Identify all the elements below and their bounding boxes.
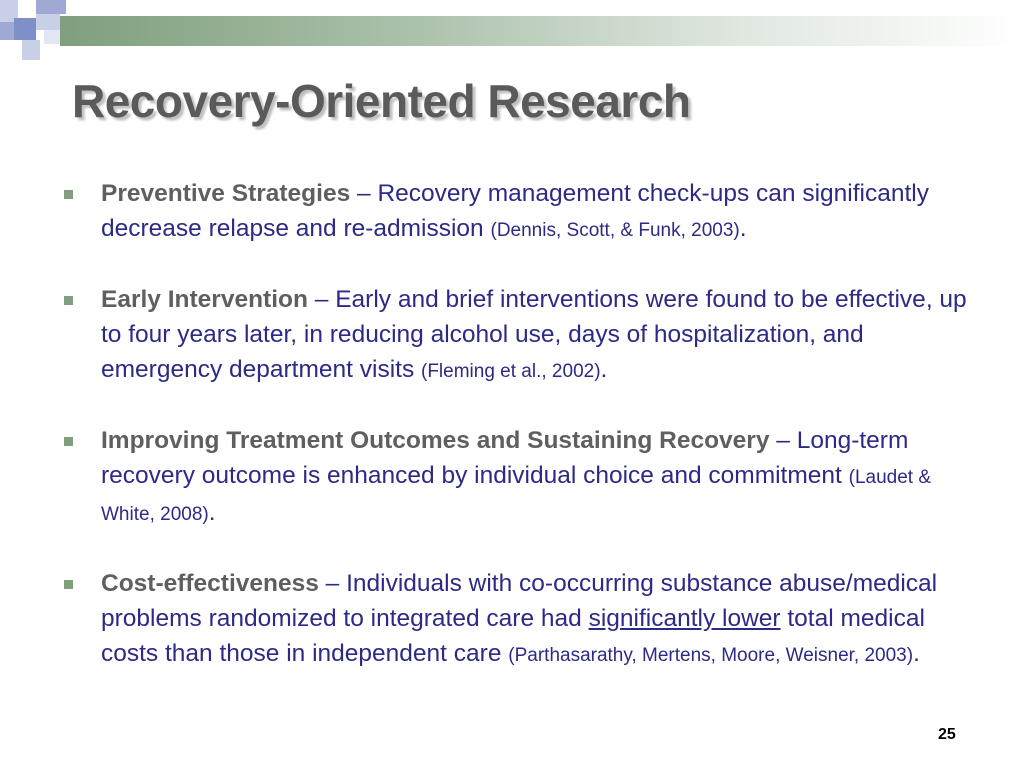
bullet-item-early-intervention [64, 282, 974, 389]
decor-square [36, 14, 60, 30]
decor-square [22, 40, 40, 60]
bullet-citation: (Parthasarathy, Mertens, Moore, Weisner, 2003) [508, 645, 914, 666]
bullet-text: – Individuals with co-occurring substance abuse/medical problems randomized to integrated care had [101, 570, 938, 632]
bullet-end: . [208, 499, 216, 526]
page-number: 25 [938, 726, 956, 743]
header-gradient-bar [60, 16, 1024, 46]
slide-title: Recovery-Oriented Research [72, 75, 691, 127]
bullet-text: – Recovery management check-ups can significantly decrease relapse and re-admission [101, 180, 929, 242]
bullet-text: – Early and brief interventions were found to be effective, up to four years later, in reducing alcohol use, days of hospitalization, and emergency department visits [101, 286, 967, 383]
bullet-heading: Cost-effectiveness [101, 570, 319, 597]
bullet-list [64, 176, 974, 673]
bullet-citation: (Laudet & White, 2008) [101, 467, 932, 525]
bullet-square-icon [64, 580, 73, 589]
decor-square [36, 0, 66, 14]
bullet-heading: Improving Treatment Outcomes and Sustaining Recovery [101, 427, 770, 454]
bullet-square-icon [64, 296, 73, 305]
bullet-square-icon [64, 437, 73, 446]
bullet-citation: (Fleming et al., 2002) [421, 361, 601, 382]
bullet-end: . [600, 356, 608, 383]
bullet-text: – Long-term recovery outcome is enhanced by individual choice and commitment [101, 427, 909, 489]
decor-square [0, 22, 14, 40]
bullet-heading: Preventive Strategies [101, 180, 351, 207]
bullet-square-icon [64, 190, 73, 199]
bullet-end: . [913, 640, 920, 667]
bullet-citation: (Dennis, Scott, & Funk, 2003) [490, 220, 740, 241]
bullet-item-preventive-strategies [64, 176, 974, 248]
decor-square [14, 18, 36, 40]
bullet-heading: Early Intervention [101, 286, 308, 313]
bullet-item-cost-effectiveness [64, 566, 974, 673]
decor-square [44, 30, 60, 44]
bullet-item-treatment-outcomes [64, 423, 974, 532]
bullet-text-after: total medical costs than those in independent care [101, 605, 925, 667]
decor-square [18, 0, 36, 18]
bullet-end: . [739, 215, 747, 242]
bullet-underlined-text: significantly lower [588, 605, 781, 632]
